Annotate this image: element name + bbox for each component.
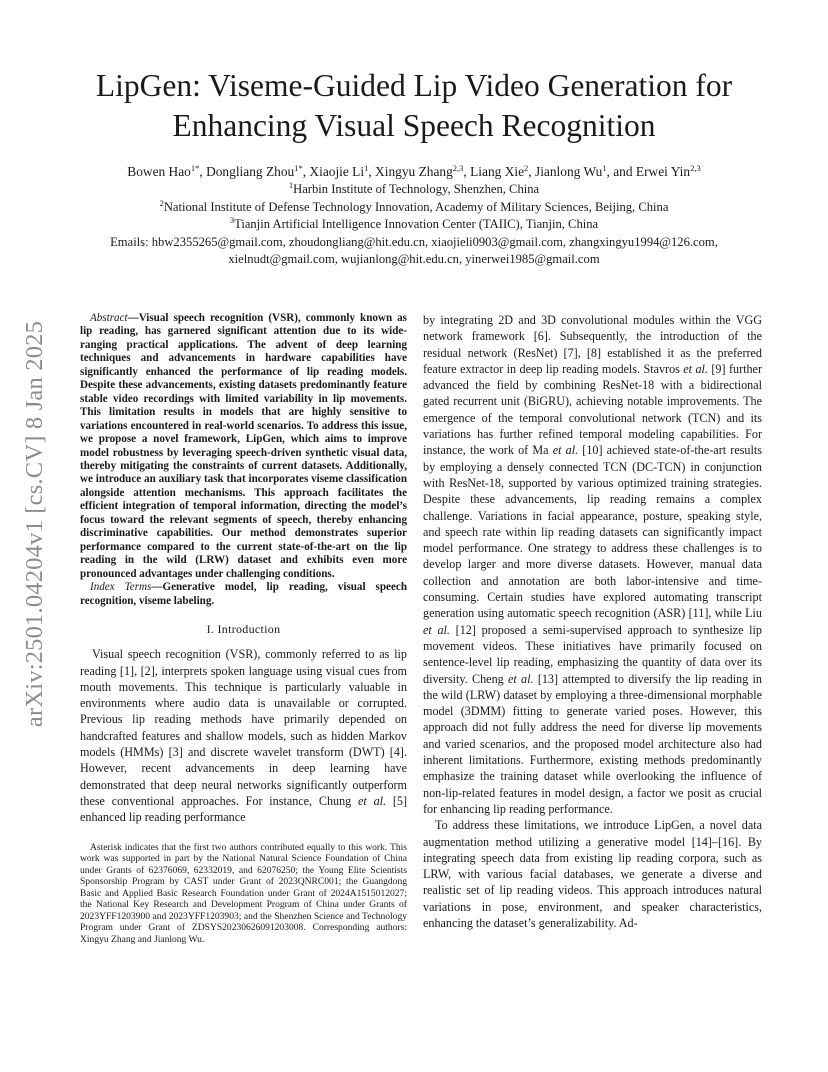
author-superscript: 1 <box>602 163 607 173</box>
author-superscript: 2 <box>524 163 529 173</box>
paragraph-text: Visual speech recognition (VSR), commonly referred to as lip reading [1], [2], interprets spoken language using visual cues from mouth movements. This technique is particularly valuable in environments where audio data is unavailable or corrupted. Previous lip reading methods have primarily depended on handcrafted features and shallow models, such as hidden Markov models (HMMs) [3] and discrete wavelet transform (DWT) [4]. However, recent advancements in deep learning have demonstrated that deep neural networks significantly outperform these conventional approaches. For instance, Chung <box>80 647 407 808</box>
author-name: Liang Xie <box>470 164 525 179</box>
right-column <box>423 312 762 931</box>
index-terms <box>80 581 407 608</box>
paragraph-text: [10] achieved state-of-the-art results by employing a densely connected TCN (DC-TCN) in conjunction with ResNet-18, supported by various optimized training strategies. Despite these advancements, lip reading remains a complex challenge. Variations in facial appearance, posture, speaking style, and speech rate within lip reading datasets can significantly impact model performance. One strategy to address these challenges is to develop larger and more diverse datasets. However, manual data collection and annotation are both labor-intensive and time-consuming. Certain studies have explored automating transcript generation using automatic speech recognition (ASR) [11], while Liu <box>423 443 762 621</box>
author-name: Bowen Hao <box>127 164 191 179</box>
title-line-2: Enhancing Visual Speech Recognition <box>172 108 656 143</box>
paper-title <box>60 66 768 146</box>
paragraph-text: [13] attempted to diversify the lip reading in the wild (LRW) dataset by employing a three-dimensional morphable model (3DMM) fitting to generate varied poses. However, this approach did not fully address the need for diverse lip movements and varied scenarios, and the proposed model architecture also had inherent limitations. Furthermore, existing methods predominantly emphasize the training dataset while overlooking the influence of non-lip-related features in model design, a factor we posit as crucial for enhancing lip reading performance. <box>423 671 762 816</box>
paragraph-emphasis: et al. <box>552 443 579 458</box>
author-name: Jianlong Wu <box>534 164 603 179</box>
paragraph-emphasis: et al. <box>508 671 534 686</box>
paragraph-text: [9] further advanced the field by combining ResNet-18 with a bidirectional gated recurrent unit (BiGRU), achieving notable improvements. The emergence of the temporal convolutional network (TCN) and its variations has further refined temporal modeling capabilities. For instance, the work of Ma <box>423 361 762 458</box>
author-conjunction: and <box>613 164 633 179</box>
intro-paragraph-continued <box>423 312 762 817</box>
author-name: Erwei Yin <box>635 164 691 179</box>
emails-line-1: Emails: hbw2355265@gmail.com, zhoudongliang@hit.edu.cn, xiaojieli0903@gmail.com, zhangxingyu1994@126.com, <box>110 234 718 249</box>
paragraph-emphasis: et al. <box>358 793 387 808</box>
arxiv-identifier-stamp <box>18 296 52 752</box>
abstract-lead: Abstract <box>90 312 128 324</box>
author-superscript: 1* <box>294 163 303 173</box>
paragraph-text: by integrating 2D and 3D convolutional modules within the VGG network framework [6]. Subsequently, the introduction of the residual network (ResNet) [7], [8] established it as the preferred feature extractor in deep lip reading models. Stavros <box>423 313 762 376</box>
emails-line-2: xielnudt@gmail.com, wujianlong@hit.edu.cn, yinerwei1985@gmail.com <box>228 252 600 266</box>
paragraph-text: [12] proposed a semi-supervised approach to synthesize lip movement videos. These initiatives have primarily focused on sentence-level lip reading, emphasizing the quantity of data over its diversity. Cheng <box>423 622 762 686</box>
paragraph-text: [5] enhanced lip reading performance <box>80 793 407 825</box>
index-terms-text: —Generative model, lip reading, visual speech recognition, viseme labeling. <box>80 581 407 607</box>
abstract-text: —Visual speech recognition (VSR), commonly known as lip reading, has garnered significant attention due to its wide-ranging practical applications. The advent of deep learning techniques and advancements in hardware capabilities have significantly enhanced the performance of lip reading models. Despite these advancements, existing datasets predominantly feature stable video recordings with limited variability in lip movements. This limitation results in models that are highly sensitive to variations encountered in real-world scenarios. To address this issue, we propose a novel framework, LipGen, which aims to improve model robustness by leveraging speech-driven synthetic visual data, thereby mitigating the constraints of current datasets. Additionally, we introduce an auxiliary task that incorporates viseme classification alongside attention mechanisms. This approach facilitates the efficient integration of temporal information, directing the model’s focus toward the relevant segments of speech, thereby enhancing discriminative capabilities. Our method demonstrates superior performance compared to the current state-of-the-art on the lip reading in the wild (LRW) dataset and exhibits even more pronounced advantages under challenging conditions. <box>80 312 407 580</box>
author-name: Dongliang Zhou <box>206 164 295 179</box>
author-block <box>60 162 768 269</box>
intro-paragraph-1 <box>80 646 407 825</box>
affiliation-text: National Institute of Defense Technology Innovation, Academy of Military Sciences, Beijing, China <box>163 199 669 214</box>
affiliation-superscript: 2 <box>159 197 164 208</box>
affiliation-1 <box>60 181 768 199</box>
arxiv-identifier-text: arXiv:2501.04204v1 [cs.CV] 8 Jan 2025 <box>21 320 49 728</box>
author-superscript: 1* <box>190 163 200 173</box>
author-superscript: 2,3 <box>452 163 464 173</box>
author-name: Xingyu Zhang <box>375 164 453 179</box>
paragraph-emphasis: et al. <box>683 361 708 376</box>
affiliation-superscript: 3 <box>229 215 235 225</box>
footnote: Asterisk indicates that the first two authors contributed equally to this work. This work was supported in part by the National Natural Science Foundation of China under Grants of 62376069, 62332019, and 62076250; the Young Elite Scientists Sponsorship Program by CAST under Grant of 2023QNRC001; the Guangdong Basic and Applied Basic Research Foundation under Grant of 2024A1515012027; the National Key Research and Development Program of China under Grants of 2023YFF1203900 and 2023YFF1203903; and the Shenzhen Science and Technology Program under Grant of ZDSYS20230626091203008. Corresponding authors: Xingyu Zhang and Jianlong Wu. <box>80 841 407 945</box>
abstract <box>80 312 407 581</box>
author-name: Xiaojie Li <box>309 164 365 179</box>
left-column <box>80 312 407 945</box>
affiliation-superscript: 1 <box>288 180 294 190</box>
affiliation-text: Tianjin Artificial Intelligence Innovation Center (TAIIC), Tianjin, China <box>234 217 599 231</box>
author-list: Bowen Hao$^{1*}$, Dongliang Zhou$^{1*}$, Xiaojie Li$^1$, Xingyu Zhang$^{2,3}$, Liang Xie$^2$, Jianlong Wu$^1$, and Erwei Yin$^{2,3}$ <box>127 163 701 179</box>
index-terms-lead: Index Terms <box>90 581 152 594</box>
author-superscript: 2,3 <box>690 163 701 173</box>
author-superscript: 1 <box>364 163 369 173</box>
affiliation-text: Harbin Institute of Technology, Shenzhen, China <box>293 182 540 196</box>
affiliation-2 <box>60 199 768 217</box>
affiliation-3 <box>60 216 768 234</box>
paragraph-emphasis: et al. <box>423 622 450 637</box>
title-line-1: LipGen: Viseme-Guided Lip Video Generation for <box>95 68 733 103</box>
section-heading-introduction: I. Introduction <box>206 621 281 636</box>
intro-paragraph-2: To address these limitations, we introduce LipGen, a novel data augmentation method utilizing a generative model [14]–[16]. By integrating speech data from existing lip reading corpora, such as LRW, with various facial databases, we generate a diverse and realistic set of lip reading videos. This approach introduces natural variations in pose, environment, and speaker characteristics, enhancing the dataset’s generalizability. Ad- <box>423 818 762 930</box>
